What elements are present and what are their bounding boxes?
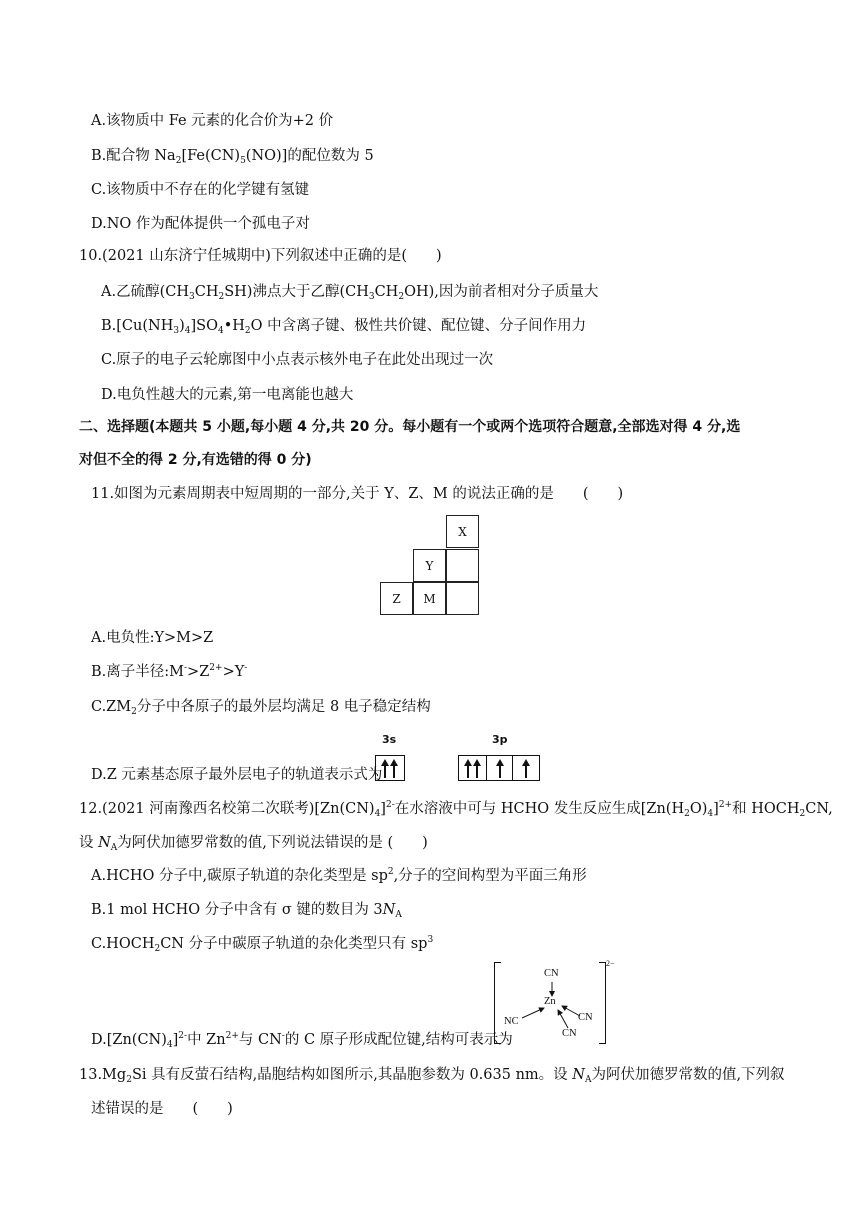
periodic-table-fragment bbox=[380, 515, 480, 615]
q10-option-b: $B.[Cu(NH_3)_4]SO_4•H_2O$ 中含离子键、极性共价键、配位键、分子间作用力 bbox=[101, 318, 587, 336]
orbital-3p-1 bbox=[459, 756, 487, 780]
q11-option-c: $C.ZM_2$分子中各原子的最外层均满足 8 电子稳定结构 bbox=[91, 699, 431, 717]
ligand-top: CN bbox=[544, 968, 559, 979]
cell-m: M bbox=[413, 582, 446, 615]
cell-x: X bbox=[446, 515, 479, 548]
label-3s: 3s bbox=[382, 733, 397, 746]
q11-stem: 11.如图为元素周期表中短周期的一部分,关于 Y、Z、M 的说法正确的是 ( ) bbox=[91, 486, 624, 502]
q10-stem: 10.(2021 山东济宁任城期中)下列叙述中正确的是( ) bbox=[79, 248, 442, 264]
q9-option-b: B.配合物 $Na_2[Fe(CN)_5(NO)]$的配位数为 5 bbox=[91, 148, 374, 166]
orbital-3p-box bbox=[458, 755, 540, 781]
q12-option-c: $C.HOCH_2CN$ 分子中碳原子轨道的杂化类型只有 $sp^3$ bbox=[91, 935, 434, 954]
orbital-3s bbox=[376, 756, 404, 780]
q12-option-b: B.1 mol HCHO 分子中含有 σ 键的数目为 $3N_A$ bbox=[91, 902, 402, 920]
orbital-3s-box bbox=[375, 755, 405, 781]
orbital-3p-3 bbox=[513, 756, 539, 780]
q12-option-d: $D.[Zn(CN)_4]^{2-}$中 $Zn^{2+}$与 CN-的 C 原子形成配位键,结构可表示为 bbox=[91, 1031, 513, 1050]
section-heading-cont: 对但不全的得 2 分,有选错的得 0 分) bbox=[79, 452, 312, 468]
q10-option-a: A.乙硫醇$(CH_3CH_2SH)$沸点大于乙醇$(CH_3CH_2OH)$,因为前者相对分子质量大 bbox=[101, 284, 599, 302]
q11-option-a: A.电负性:Y>M>Z bbox=[91, 630, 214, 646]
label-3p: 3p bbox=[492, 733, 508, 746]
q11-option-d: D.Z 元素基态原子最外层电子的轨道表示式为 bbox=[91, 767, 383, 783]
ligand-left: NC bbox=[504, 1016, 519, 1027]
cell-z: Z bbox=[380, 582, 413, 615]
coordination-arrows bbox=[494, 962, 606, 1044]
cell-y: Y bbox=[413, 549, 446, 582]
zn-center: Zn bbox=[544, 996, 556, 1007]
q9-option-c: C.该物质中不存在的化学键有氢键 bbox=[91, 182, 310, 198]
cell-empty bbox=[446, 549, 479, 582]
cell-empty bbox=[446, 582, 479, 615]
q11-option-b: B.离子半径$:M^->Z^{2+}>Y^-$ bbox=[91, 663, 248, 680]
q12-stem-cont: 设 $N_A$为阿伏加德罗常数的值,下列说法错误的是 ( ) bbox=[79, 835, 428, 853]
orbital-3p-2 bbox=[487, 756, 513, 780]
q12-stem: 12.(2021 河南豫西名校第二次联考)$[Zn(CN)_4]^{2-}$在水溶液中可与 HCHO 发生反应生成$[Zn(H_2O)_4]^{2+}$和 $HOCH_2CN$, bbox=[79, 800, 833, 819]
q12-option-a: A.HCHO 分子中,碳原子轨道的杂化类型是 $sp^2$,分子的空间构型为平面三角形 bbox=[91, 867, 587, 884]
section-heading: 二、选择题(本题共 5 小题,每小题 4 分,共 20 分。每小题有一个或两个选项符合题意,全部选对得 4 分,选 bbox=[79, 419, 741, 435]
q13-stem-cont: 述错误的是 ( ) bbox=[91, 1101, 233, 1117]
q9-option-a: A.该物质中 Fe 元素的化合价为+2 价 bbox=[91, 113, 334, 129]
charge-label: 2− bbox=[606, 959, 615, 968]
ligand-bottom: CN bbox=[562, 1028, 577, 1039]
q10-option-d: D.电负性越大的元素,第一电离能也越大 bbox=[101, 387, 354, 403]
ligand-right: CN bbox=[578, 1012, 593, 1023]
zn-complex-structure bbox=[494, 959, 615, 1044]
q9-option-d: D.NO 作为配体提供一个孤电子对 bbox=[91, 216, 310, 232]
q10-option-c: C.原子的电子云轮廓图中小点表示核外电子在此处出现过一次 bbox=[101, 352, 494, 368]
q13-stem: $13.Mg_2Si$ 具有反萤石结构,晶胞结构如图所示,其晶胞参数为 0.635 nm。设 $N_A$为阿伏加德罗常数的值,下列叙 bbox=[79, 1067, 785, 1085]
